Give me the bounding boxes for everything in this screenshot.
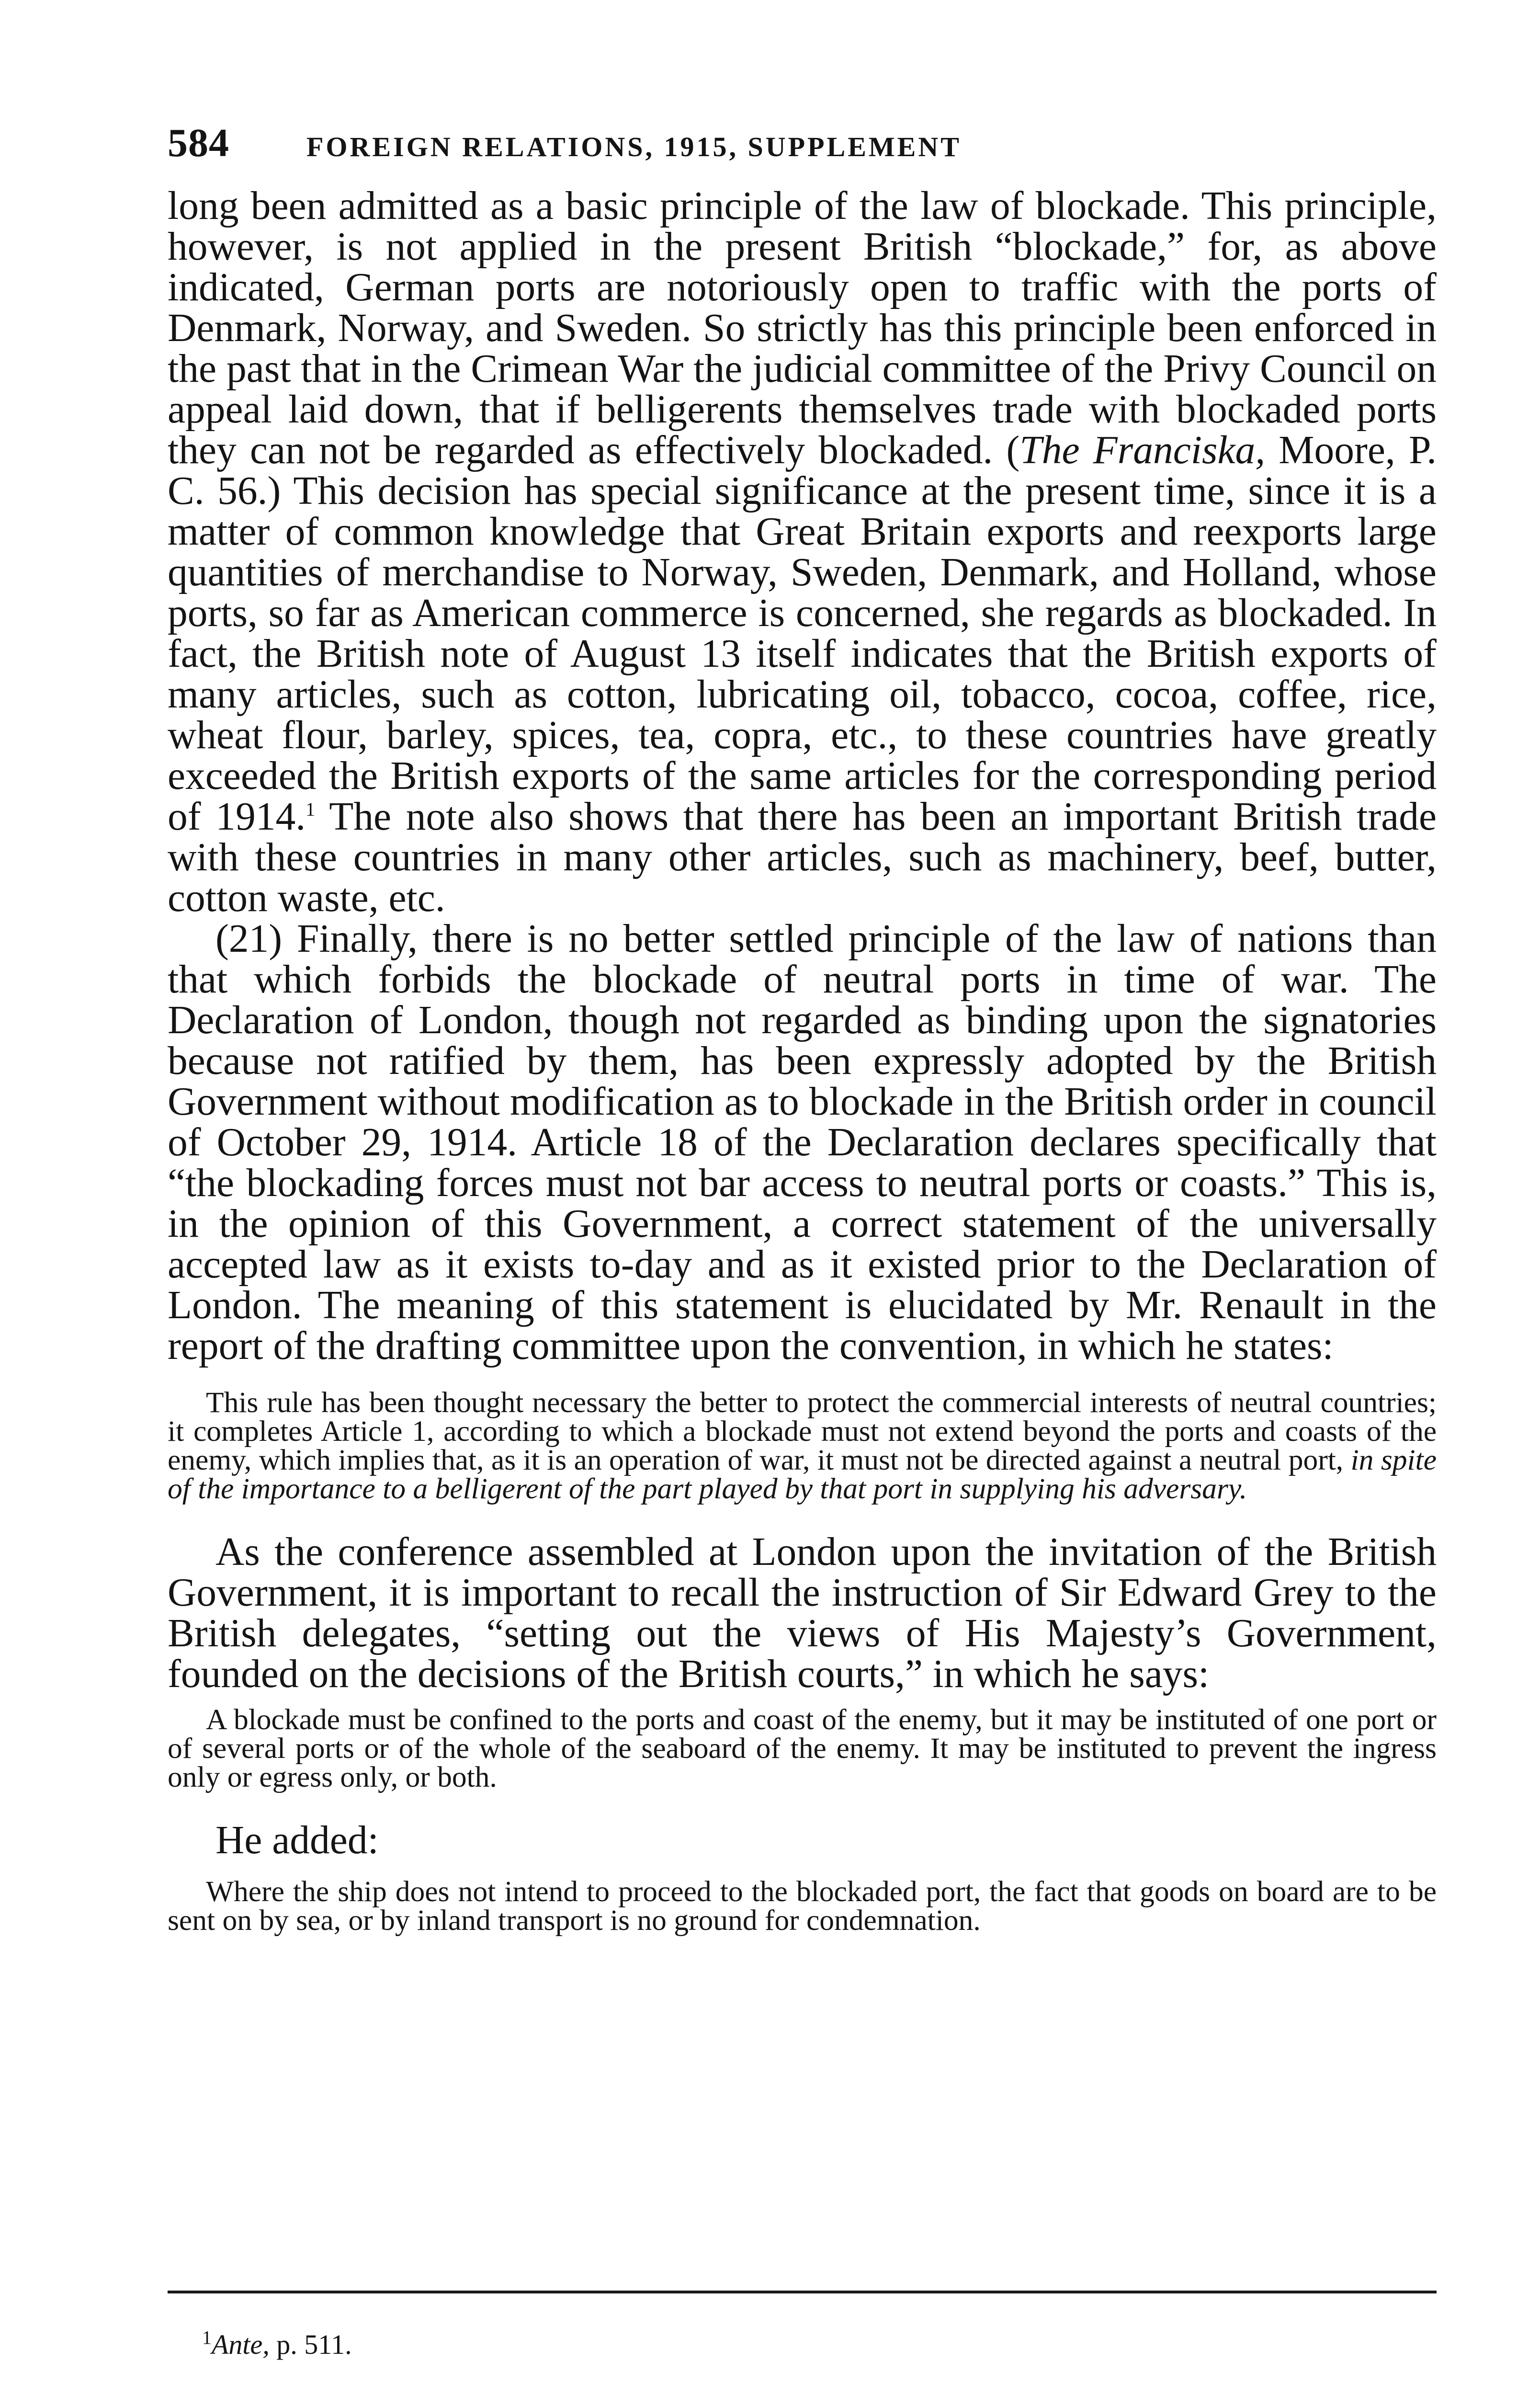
footnote-reference: 1 [306, 798, 316, 821]
extract-italic-text: in spite of the importance to a belligerent of the part played by that port in supplying his adversary. [168, 1444, 1437, 1505]
page-number: 584 [168, 121, 229, 165]
paragraph-conference: As the conference assembled at London upon the invitation of the British Government, it is important to recall the instruction of Sir Edward Grey to the British delegates, “setting out the views of His Majesty’s Government, founded on the decisions of the British courts,” in which he says: [168, 1530, 1437, 1696]
quoted-extract-grey: A blockade must be confined to the ports and coast of the enemy, but it may be instituted of one port or of several ports or of the whole of the seaboard of the enemy. It may be instituted to prevent the ingress only or egress only, or both. [168, 1703, 1437, 1793]
quoted-extract-condemnation: Where the ship does not intend to proceed to the blockaded port, the fact that goods on board are to be sent on by sea, or by inland transport is no ground for condemnation. [168, 1875, 1437, 1937]
running-head [168, 120, 1437, 168]
paragraph-text: Moore, P. C. 56.) This decision has special significance at the present time, since it is a matter of common knowledge that Great Britain exports and reexports large quantities of merchandise to Norway, Sweden, Denmark, and Holland, whose ports, so far as American commerce is concerned, she regards as blockaded. In fact, the British note of August 13 itself indicates that the British exports of many articles, such as cotton, lubricating oil, tobacco, cocoa, coffee, rice, wheat flour, barley, spices, tea, copra, etc., to these countries have greatly exceeded the British exports of the same articles for the corresponding period of 1914. [168, 428, 1437, 839]
footnote-page: p. 511. [269, 2329, 352, 2360]
paragraph-text: The note also shows that there has been an important British trade with these countries in many other articles, such as machinery, beef, butter, cotton waste, etc. [168, 795, 1437, 920]
paragraph-he-added: He added: [215, 1818, 379, 1862]
running-title: FOREIGN RELATIONS, 1915, SUPPLEMENT [306, 131, 962, 162]
extract-text: This rule has been thought necessary the better to protect the commercial interests of neutral countries; it completes Article 1, according to which a blockade must not extend beyond the ports and coasts of the enemy, which implies that, as it is an operation of war, it must not be directed against a neutral port, [168, 1386, 1437, 1476]
document-page [168, 120, 1437, 2395]
footnote-divider [168, 2291, 1437, 2293]
paragraph-blockade-principle [168, 186, 1437, 919]
paragraph-text: long been admitted as a basic principle of the law of blockade. This principle, however, is not applied in the present British “blockade,” for, as above indicated, German ports are notoriously open to traffic with the ports of Denmark, Norway, and Sweden. So strictly has this principle been enforced in the past that in the Crimean War the judicial committee of the Privy Council on appeal laid down, that if belligerents themselves trade with blockaded ports they can not be regarded as effectively blockaded. ( [168, 184, 1437, 472]
footnote [202, 2328, 352, 2361]
footnote-ref: Ante, [212, 2329, 270, 2360]
paragraph-neutral-ports: (21) Finally, there is no better settled principle of the law of nations than that which forbids the blockade of neutral ports in time of war. The Declaration of London, though not regarded as binding upon the signatories because not ratified by them, has been expressly adopted by the British Government without modification as to blockade in the British order in council of October 29, 1914. Article 18 of the Declaration declares specifically that “the blockading forces must not bar access to neutral ports or coasts.” This is, in the opinion of this Government, a correct statement of the universally accepted law as it exists to-day and as it existed prior to the Declaration of London. The meaning of this statement is elucidated by Mr. Renault in the report of the drafting committee upon the convention, in which he states: [168, 917, 1437, 1368]
quoted-extract-renault [168, 1388, 1437, 1503]
footnote-mark: 1 [202, 2327, 212, 2349]
case-citation: The Franciska, [1019, 428, 1266, 472]
